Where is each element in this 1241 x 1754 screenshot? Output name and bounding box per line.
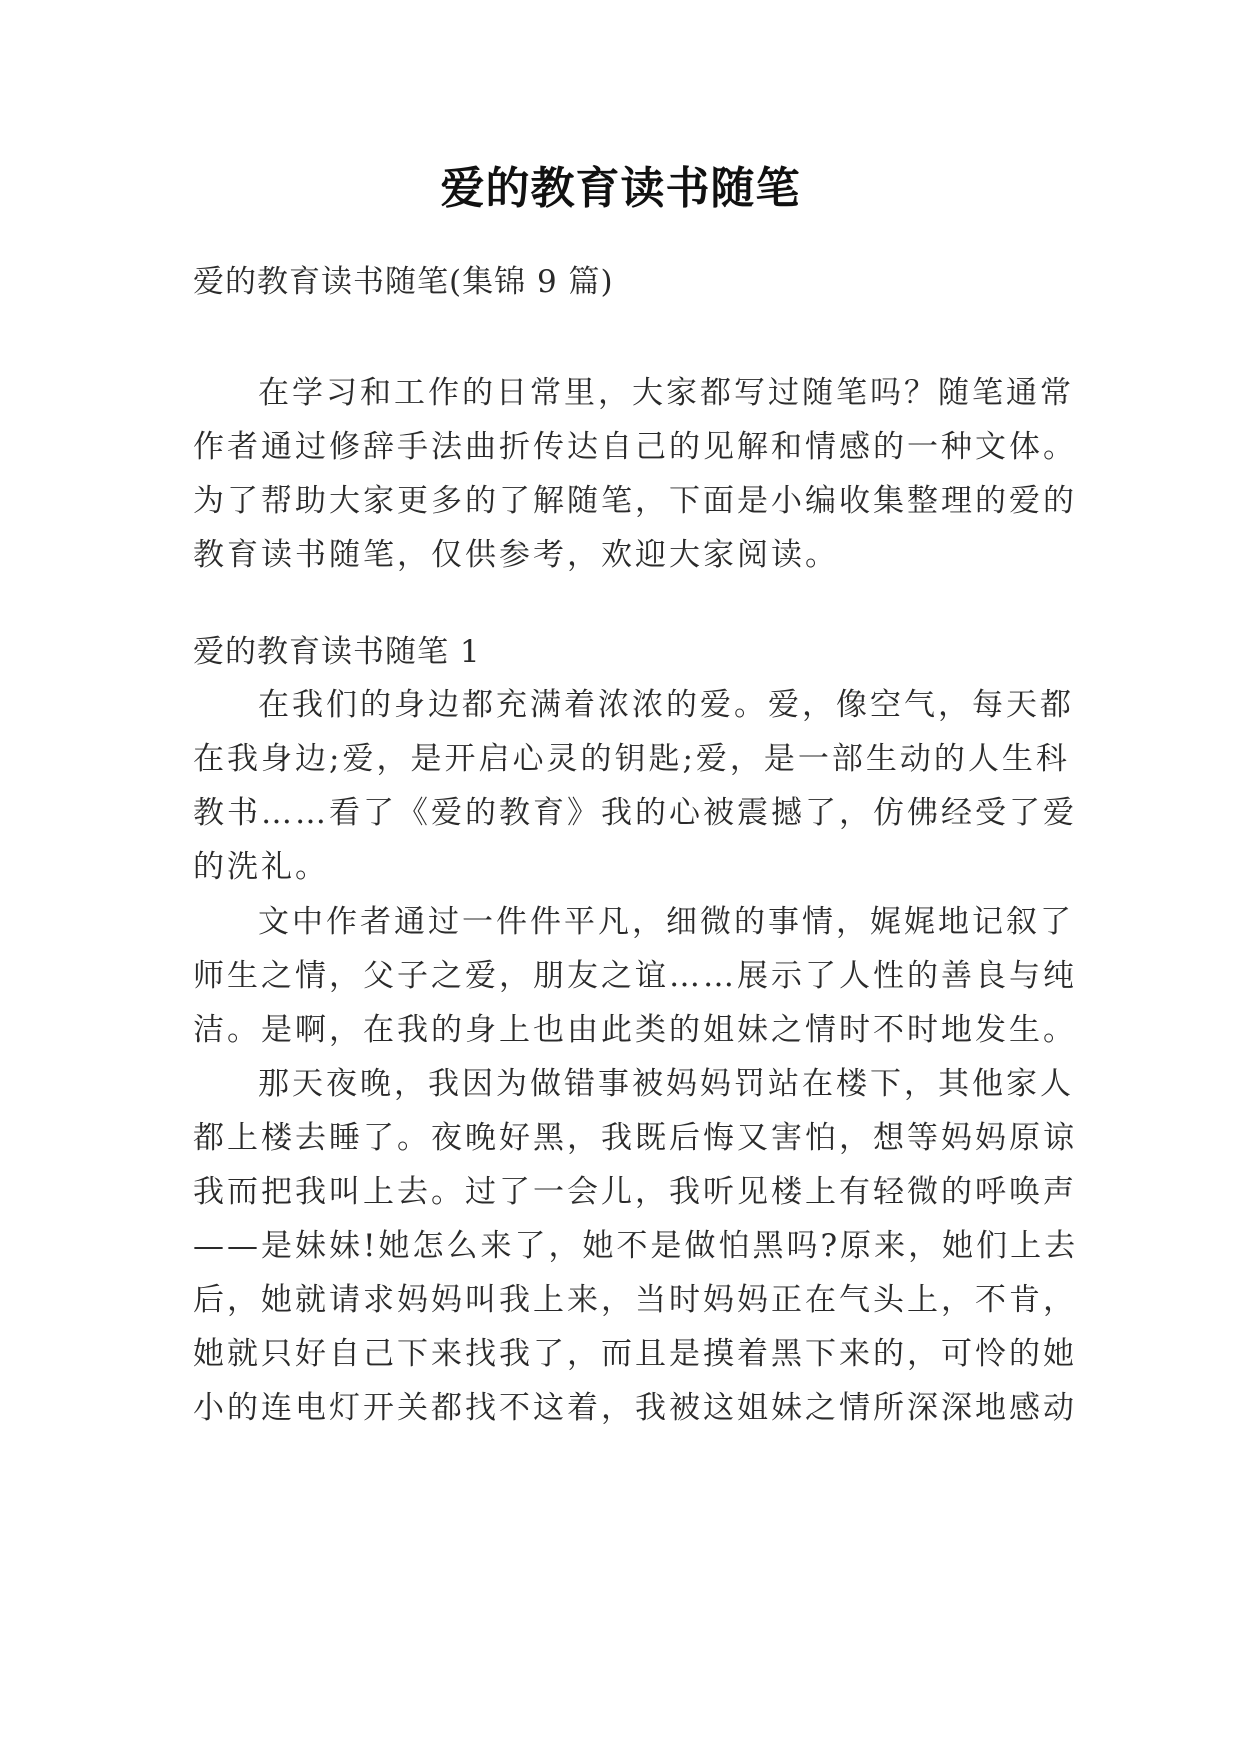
- intro-line: 为了帮助大家更多的了解随笔，下面是小编收集整理的爱的: [193, 483, 1077, 519]
- body-line: 她就只好自己下来找我了，而且是摸着黑下来的，可怜的她: [193, 1336, 1077, 1372]
- body-line: 的洗礼。: [193, 849, 329, 885]
- body-line: 都上楼去睡了。夜晚好黑，我既后悔又害怕，想等妈妈原谅: [193, 1120, 1077, 1156]
- intro-line: 教育读书随笔，仅供参考，欢迎大家阅读。: [193, 537, 839, 573]
- body-line: 文中作者通过一件件平凡，细微的事情，娓娓地记叙了: [258, 904, 1074, 940]
- body-line: 教书……看了《爱的教育》我的心被震撼了，仿佛经受了爱: [193, 795, 1077, 831]
- body-line: 我而把我叫上去。过了一会儿，我听见楼上有轻微的呼唤声: [193, 1174, 1077, 1210]
- body-line: 那天夜晚，我因为做错事被妈妈罚站在楼下，其他家人: [258, 1066, 1074, 1102]
- document-subtitle: 爱的教育读书随笔(集锦 9 篇): [193, 264, 614, 300]
- body-line: 在我身边;爱，是开启心灵的钥匙;爱，是一部生动的人生科: [193, 741, 1070, 777]
- document-title: 爱的教育读书随笔: [440, 163, 801, 214]
- body-line: 小的连电灯开关都找不这着，我被这姐妹之情所深深地感动: [193, 1390, 1077, 1426]
- section-heading: 爱的教育读书随笔 1: [193, 634, 481, 670]
- body-line: 后，她就请求妈妈叫我上来，当时妈妈正在气头上，不肯，: [193, 1282, 1077, 1318]
- intro-line: 在学习和工作的日常里，大家都写过随笔吗？随笔通常: [258, 375, 1074, 411]
- intro-line: 作者通过修辞手法曲折传达自己的见解和情感的一种文体。: [193, 429, 1077, 465]
- body-line: 师生之情，父子之爱，朋友之谊……展示了人性的善良与纯: [193, 958, 1077, 994]
- body-line: ——是妹妹!她怎么来了，她不是做怕黑吗?原来，她们上去: [193, 1228, 1079, 1264]
- body-line: 洁。是啊，在我的身上也由此类的姐妹之情时不时地发生。: [193, 1012, 1077, 1048]
- body-line: 在我们的身边都充满着浓浓的爱。爱，像空气，每天都: [258, 687, 1074, 723]
